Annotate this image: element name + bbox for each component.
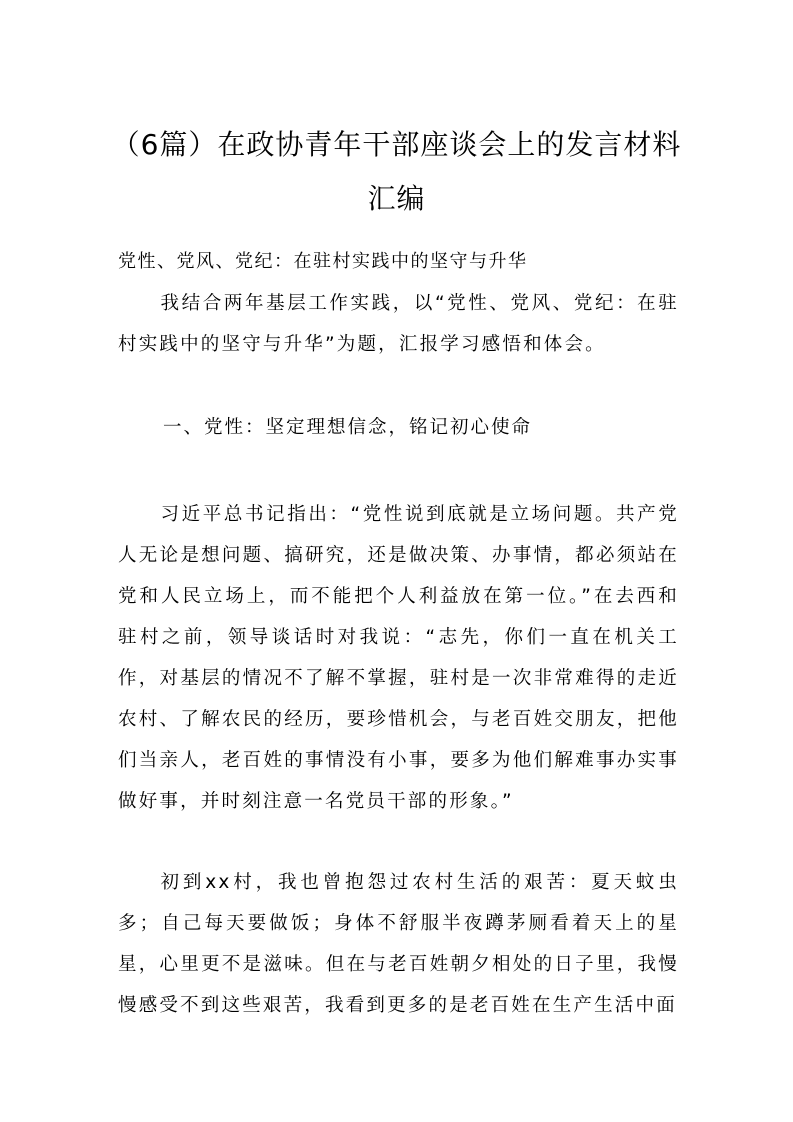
section-heading: 一、党性：坚定理想信念，铭记初心使命 [163, 417, 533, 438]
body-paragraph: 习近平总书记指出：“党性说到底就是立场问题。共产党人无论是想问题、搞研究，还是做决策、办事情，都必须站在党和人民立场上，而不能把个人利益放在第一位。”在去西和驻村之前，领导谈话时对我说：“志先，你们一直在机关工作，对基层的情况不了解不掌握，驻村是一次非常难得的走近农村、了解农民的经历，要珍惜机会，与老百姓交朋友，把他们当亲人，老百姓的事情没有小事，要多为他们解难事办实事做好事，并时刻注意一名党员干部的形象。” [118, 504, 679, 812]
document-subtitle: 党性、党风、党纪：在驻村实践中的坚守与升华 [118, 251, 528, 272]
body-paragraph: 初到xx村，我也曾抱怨过农村生活的艰苦：夏天蚊虫多；自己每天要做饭；身体不舒服半夜蹲茅厕看着天上的星星，心里更不是滋味。但在与老百姓朝夕相处的日子里，我慢慢感受不到这些艰苦，我看到更多的是老百姓在生产生活中面 [118, 872, 679, 1016]
document-title: （6篇）在政协青年干部座谈会上的发言材料汇编 [111, 128, 682, 215]
intro-paragraph: 我结合两年基层工作实践，以“党性、党风、党纪：在驻村实践中的坚守与升华”为题，汇报学习感悟和体会。 [118, 293, 679, 355]
